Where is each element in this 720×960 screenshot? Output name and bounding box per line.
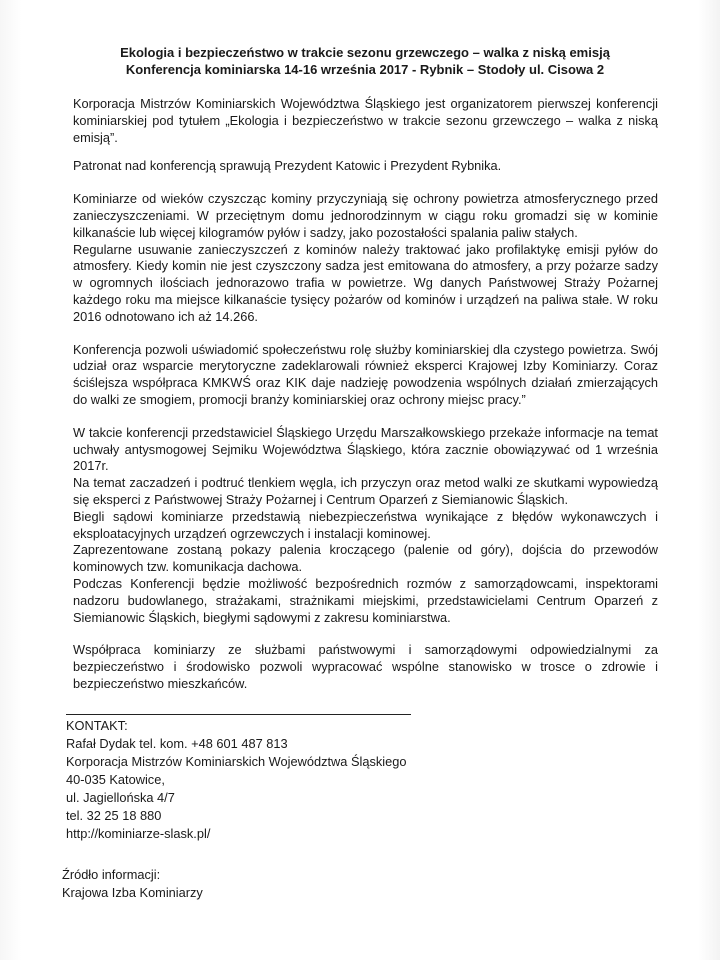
- paragraph-antismog-resolution: W takcie konferencji przedstawiciel Śląskiego Urzędu Marszałkowskiego przekaże informacje na temat uchwały antysmogowej Sejmiku Województwa Śląskiego, która zacznie obowiązywać od 1 września 2017r.: [73, 424, 658, 474]
- paragraph-court-experts: Biegli sądowi kominiarze przedstawią niebezpieczeństwa wynikające z błędów wykonawczych i eksploatacyjnych urządzeń ogrzewczych i instalacji kominowej.: [73, 508, 658, 541]
- document-heading: [60, 44, 670, 78]
- paragraph-regular-cleaning: Regularne usuwanie zanieczyszczeń z kominów należy traktować jako profilaktykę emisji pyłów do atmosfery. Kiedy komin nie jest czyszczony sadza jest emitowana do atmosfery, a przy pożarze sadzy w ogromnych ilościach jednorazowo trafia w powietrze. Wg danych Państwowej Straży Pożarnej każdego roku ma miejsce kilkanaście tysięcy pożarów od kominów i urządzeń na paliwa stałe. W roku 2016 odnotowano ich aż 14.266.: [73, 241, 658, 324]
- source-block: [62, 866, 362, 902]
- paragraph-patronage: Patronat nad konferencją sprawują Prezydent Katowic i Prezydent Rybnika.: [73, 158, 502, 174]
- heading-subtitle: Konferencja kominiarska 14-16 września 2017 - Rybnik – Stodoły ul. Cisowa 2: [125, 62, 605, 77]
- contact-organization: Korporacja Mistrzów Kominiarskich Województwa Śląskiego: [66, 754, 407, 769]
- contact-block: [66, 717, 486, 843]
- paragraph-demonstrations: Zaprezentowane zostaną pokazy palenia kroczącego (palenie od góry), dojścia do przewodów kominowych tzw. komunikacja dachowa.: [73, 542, 658, 575]
- contact-city: 40-035 Katowice,: [66, 772, 165, 787]
- contact-label: KONTAKT:: [66, 718, 128, 733]
- paragraph-organizer: Korporacja Mistrzów Kominiarskich Województwa Śląskiego jest organizatorem pierwszej konferencji kominiarskiej pod tytułem „Ekologia i bezpieczeństwo w trakcie sezonu grzewczego – walka z niską emisją”.: [73, 96, 658, 145]
- heading-title: Ekologia i bezpieczeństwo w trakcie sezonu grzewczego – walka z niską emisją: [120, 45, 610, 60]
- paragraph-cooperation: Współpraca kominiarzy ze służbami państwowymi i samorządowymi odpowiedzialnymi za bezpieczeństwo i środowisko pozwoli wypracować wspólne stanowisko w trosce o zdrowie i bezpieczeństwo mieszkańców.: [73, 642, 658, 691]
- contact-phone: tel. 32 25 18 880: [66, 808, 162, 823]
- contact-person: Rafał Dydak tel. kom. +48 601 487 813: [66, 736, 288, 751]
- paragraph-carbon-monoxide: Na temat zaczadzeń i podtruć tlenkiem węgla, ich przyczyn oraz metod walki ze skutkami wypowiedzą się eksperci z Państwowej Straży Pożarnej i Centrum Oparzeń z Siemianowic Śląskich.: [73, 475, 658, 507]
- source-value: Krajowa Izba Kominiarzy: [62, 885, 203, 900]
- paragraph-discussions: Podczas Konferencji będzie możliwość bezpośrednich rozmów z samorządowcami, inspektorami nadzoru budowlanego, strażakami, strażnikami miejskimi, przedstawicielami Centrum Oparzeń z Siemianowic Śląskich, biegłymi sądowymi z zakresu kominiarstwa.: [73, 575, 658, 625]
- source-label: Źródło informacji:: [62, 867, 161, 882]
- contact-separator: [66, 714, 411, 715]
- contact-website: http://kominiarze-slask.pl/: [66, 826, 211, 841]
- contact-street: ul. Jagiellońska 4/7: [66, 790, 175, 805]
- paragraph-chimney-sweeps: Kominiarze od wieków czyszcząc kominy przyczyniają się ochrony powietrza atmosferycznego przed zanieczyszczeniami. W przeciętnym domu jednorodzinnym w ciągu roku gromadzi się w kominie kilkanaście lub więcej kilogramów pyłów i sadzy, jako pozostałości spalania paliw stałych.: [73, 191, 658, 240]
- document-body: [73, 96, 658, 693]
- paragraph-conference-role: Konferencja pozwoli uświadomić społeczeństwu rolę służby kominiarskiej dla czystego powietrza. Swój udział oraz wsparcie merytoryczne zadeklarowali również eksperci Krajowej Izby Kominiarzy. Coraz ściślejsza współpraca KMKWŚ oraz KIK daje nadzieję powodzenia wspólnych działań zmierzających do walki ze smogiem, promocji branży kominiarskiej oraz ochrony miejsc pracy.”: [73, 341, 658, 407]
